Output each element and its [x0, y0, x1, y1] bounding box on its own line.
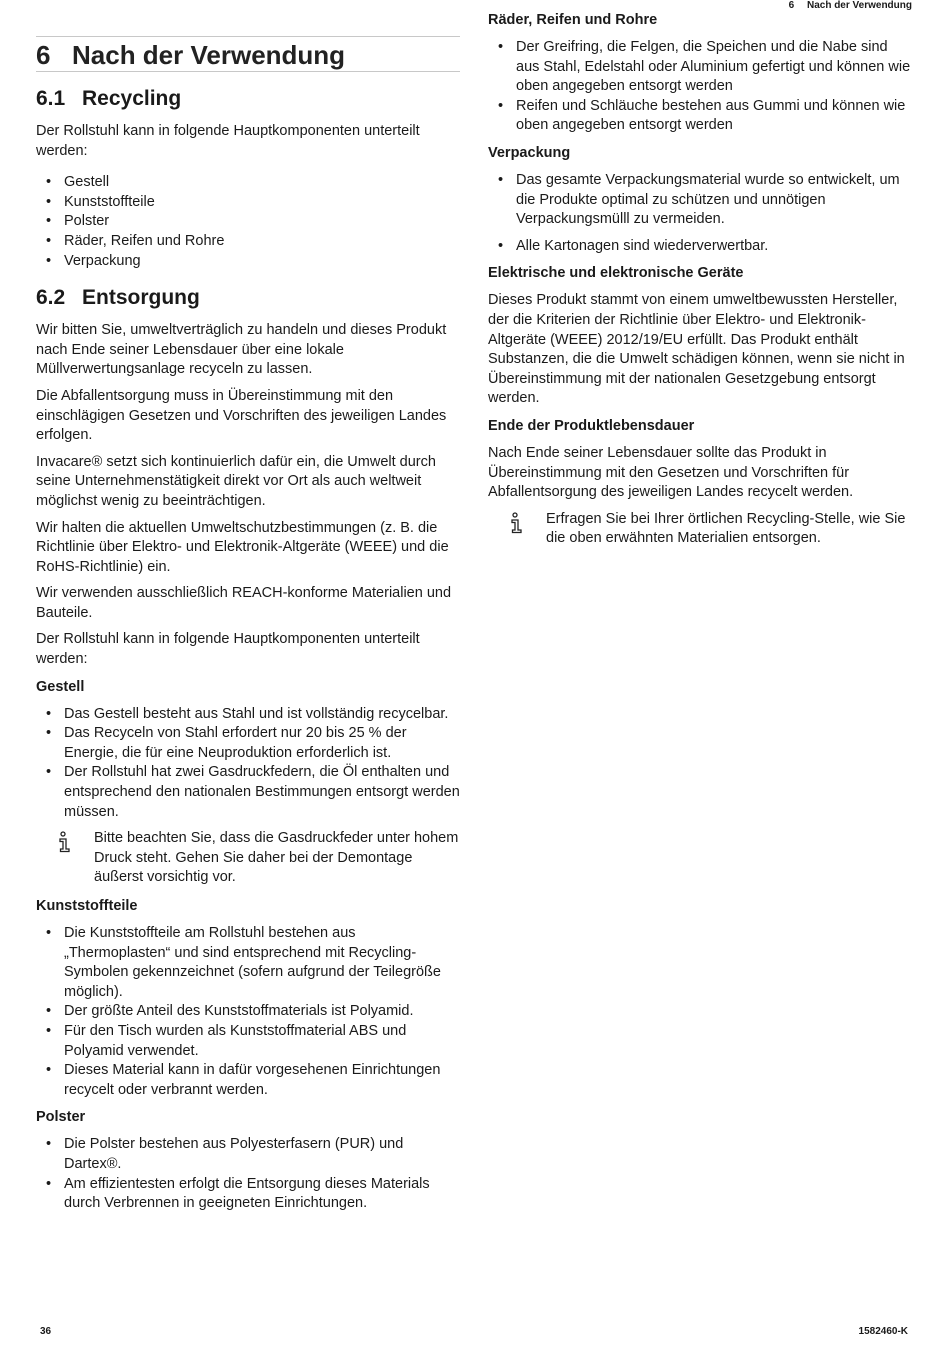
ende-text: Nach Ende seiner Lebensdauer sollte das Produkt in Übereinstimmung mit den Gesetzen und Vorschriften für Abfallentsorgung des jeweiligen Landes recycelt werden.: [488, 444, 854, 501]
info-note: [36, 829, 460, 888]
raeder-list: [488, 38, 914, 136]
entsorgung-title: Entsorgung: [82, 286, 200, 310]
list-item: • Der Rollstuhl hat zwei Gasdruckfedern, die Öl enthalten und entsprechend den nationalen Bestimmungen entsorgt werden müssen.: [64, 763, 460, 822]
ende-heading: Ende der Produktlebensdauer: [488, 417, 695, 434]
polster-heading: Polster: [36, 1109, 86, 1126]
paragraph: Der Rollstuhl kann in folgende Hauptkomponenten unterteilt werden:: [36, 631, 420, 668]
header-section-title: Nach der Verwendung: [806, 0, 912, 11]
list-item: • Das gesamte Verpackungsmaterial wurde so entwickelt, um die Produkte optimal zu schützen und unnötigen Verpackungsmülll zu vermeiden.: [516, 171, 914, 230]
paragraph: Die Abfallentsorgung muss in Übereinstimmung mit den einschlägigen Gesetzen und Vorschriften des jeweiligen Landes erfolgen.: [36, 387, 447, 444]
list-item: • Der größte Anteil des Kunststoffmaterials ist Polyamid.: [64, 1002, 460, 1022]
list-item: • Dieses Material kann in dafür vorgesehenen Einrichtungen recycelt oder verbrannt werden.: [64, 1061, 460, 1100]
paragraph: Invacare® setzt sich kontinuierlich dafür ein, die Umwelt durch seine Unternehmenstätigkeit direkt vor Ort als auch weltweit möglichst wenig zu beeinträchtigen.: [36, 453, 436, 509]
paragraph: Wir halten die aktuellen Umweltschutzbestimmungen (z. B. die Richtlinie über Elektro- und Elektronik-Altgeräte (WEEE) und die RoHS-Richtlinie) ein.: [36, 519, 449, 575]
left-column: [36, 36, 460, 1221]
page-number: 36: [40, 1326, 52, 1337]
gestell-heading: Gestell: [36, 678, 85, 695]
entsorgung-heading: [36, 285, 460, 311]
info-icon: [488, 510, 546, 549]
kunststoff-list: [36, 924, 460, 1100]
list-item: • Die Kunststoffteile am Rollstuhl bestehen aus „Thermoplasten“ und sind entsprechend mit Recycling-Symbolen gekennzeichnet (sofern aufgrund der Teilegröße möglich).: [64, 924, 460, 1002]
recycling-title: Recycling: [82, 87, 182, 110]
component-list: [36, 173, 460, 271]
header-section-number: 6: [788, 0, 795, 11]
list-item: • Der Greifring, die Felgen, die Speichen und die Nabe sind aus Stahl, Edelstahl oder Aluminium gefertigt und können wie oben angegeben entsorgt werden: [516, 38, 914, 97]
raeder-heading: Räder, Reifen und Rohre: [488, 12, 658, 28]
info-note-text: Erfragen Sie bei Ihrer örtlichen Recycling-Stelle, wie Sie die oben erwähnten Materialien entsorgen.: [546, 510, 906, 547]
list-item: • Für den Tisch wurden als Kunststoffmaterial ABS und Polyamid verwendet.: [64, 1022, 460, 1061]
info-note: [488, 510, 914, 549]
document-id: 1582460-K: [858, 1326, 908, 1337]
elektro-heading: Elektrische und elektronische Geräte: [488, 265, 744, 282]
list-item: • Gestell: [64, 173, 460, 193]
gestell-list: [36, 705, 460, 823]
chapter-title: Nach der Verwendung: [72, 40, 346, 70]
entsorgung-number: 6.2: [36, 286, 66, 310]
elektro-text: Dieses Produkt stammt von einem umweltbewussten Hersteller, der die Kriterien der Richtlinie über Elektro- und Elektronik-Altgeräte (WEEE) 2012/19/EU erfüllt. Das Produkt enthält Substanzen, die die Umwelt schädigen können, wenn sie nicht in Übereinstimmung mit der nationalen Gesetzgebung entsorgt werden.: [488, 292, 905, 407]
list-item: • Reifen und Schläuche bestehen aus Gummi und können wie oben angegeben entsorgt werden: [516, 97, 914, 136]
list-item: • Alle Kartonagen sind wiederverwertbar.: [516, 237, 914, 257]
polster-list: [36, 1135, 460, 1213]
right-column: [488, 10, 914, 557]
paragraph: Wir verwenden ausschließlich REACH-konforme Materialien und Bauteile.: [36, 585, 452, 621]
info-note-text: Bitte beachten Sie, dass die Gasdruckfeder unter hohem Druck steht. Gehen Sie daher bei der Demontage äußerst vorsichtig vor.: [94, 830, 459, 886]
list-item: • Das Gestell besteht aus Stahl und ist vollständig recycelbar.: [64, 705, 460, 725]
info-icon: [36, 829, 94, 888]
verpackung-list: [488, 171, 914, 230]
list-item: • Räder, Reifen und Rohre: [64, 232, 460, 252]
recycling-number: 6.1: [36, 87, 66, 110]
list-item: • Das Recyceln von Stahl erfordert nur 20 bis 25 % der Energie, die für eine Neuproduktion erforderlich ist.: [64, 724, 460, 763]
list-item: • Polster: [64, 212, 460, 232]
list-item: • Am effizientesten erfolgt die Entsorgung dieses Materials durch Verbrennen in geeigneten Einrichtungen.: [64, 1175, 460, 1214]
paragraph: Wir bitten Sie, umweltverträglich zu handeln und dieses Produkt nach Ende seiner Lebensdauer über eine lokale Müllverwertungsanlage recyceln zu lassen.: [36, 322, 447, 378]
chapter-heading: [36, 36, 460, 72]
list-item: • Verpackung: [64, 252, 460, 272]
verpackung-heading: Verpackung: [488, 144, 571, 161]
recycling-intro: Der Rollstuhl kann in folgende Hauptkomponenten unterteilt werden:: [36, 123, 420, 159]
list-item: • Kunststoffteile: [64, 193, 460, 213]
verpackung-list-2: [488, 237, 914, 257]
chapter-number: 6: [36, 40, 51, 70]
recycling-heading: [36, 86, 460, 112]
list-item: • Die Polster bestehen aus Polyesterfasern (PUR) und Dartex®.: [64, 1135, 460, 1174]
kunststoff-heading: Kunststoffteile: [36, 898, 138, 914]
